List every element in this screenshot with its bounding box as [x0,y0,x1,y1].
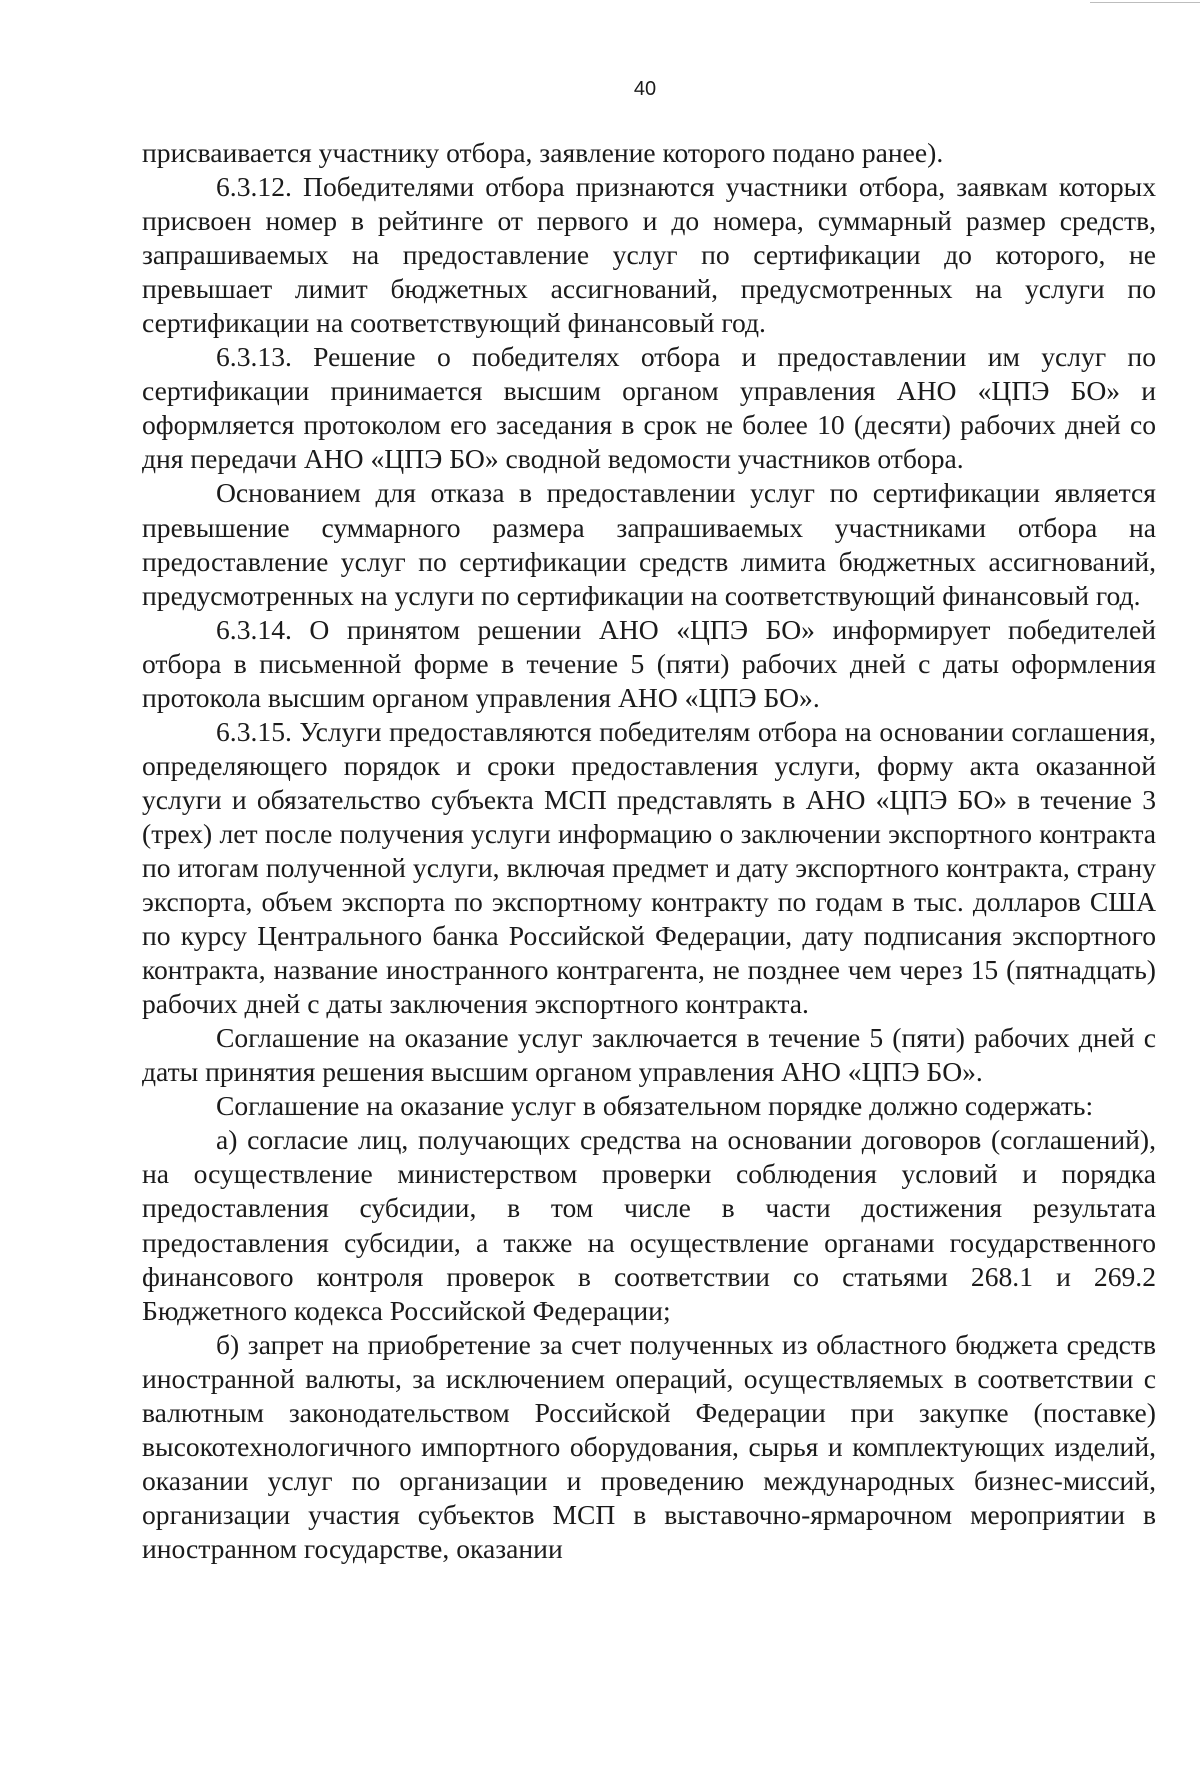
paragraph-6-3-12: 6.3.12. Победителями отбора признаются участники отбора, заявкам которых присвоен номер в рейтинге от первого и до номера, суммарный размер средств, запрашиваемых на предоставление услуг по сертификации до которого, не превышает лимит бюджетных ассигнований, предусмотренных на услуги по сертификации на соответствующий финансовый год. [142,171,1156,339]
paragraph-continuation: присваивается участнику отбора, заявление которого подано ранее). [142,137,944,168]
page-number: 40 [633,78,657,100]
paragraph-agreement-term: Соглашение на оказание услуг заключается в течение 5 (пяти) рабочих дней с даты принятия решения высшим органом управления АНО «ЦПЭ БО». [142,1022,1156,1088]
paragraph-agreement-contents: Соглашение на оказание услуг в обязательном порядке должно содержать: [216,1090,1094,1122]
paragraph-6-3-13: 6.3.13. Решение о победителях отбора и предоставлении им услуг по сертификации принимается высшим органом управления АНО «ЦПЭ БО» и оформляется протоколом его заседания в срок не более 10 (десяти) рабочих дней со дня передачи АНО «ЦПЭ БО» сводной ведомости участников отбора. [142,341,1156,475]
paragraph-refusal-grounds: Основанием для отказа в предоставлении услуг по сертификации является превышение суммарного размера запрашиваемых участниками отбора на предоставление услуг по сертификации средств лимита бюджетных ассигнований, предусмотренных на услуги по сертификации на соответствующий финансовый год. [142,477,1156,611]
top-edge-rule [1090,2,1200,3]
paragraph-item-b: б) запрет на приобретение за счет полученных из областного бюджета средств иностранной валюты, за исключением операций, осуществляемых в соответствии с валютным законодательством Российской Федерации при закупке (поставке) высокотехнологичного импортного оборудования, сырья и комплектующих изделий, оказании услуг по организации и проведению международных бизнес-миссий, организации участия субъектов МСП в выставочно-ярмарочном мероприятии в иностранном государстве, оказании [142,1328,1156,1564]
paragraph-6-3-14: 6.3.14. О принятом решении АНО «ЦПЭ БО» информирует победителей отбора в письменной форме в течение 5 (пяти) рабочих дней с даты оформления протокола высшим органом управления АНО «ЦПЭ БО». [142,613,1156,713]
paragraph-6-3-15: 6.3.15. Услуги предоставляются победителям отбора на основании соглашения, определяющего порядок и сроки предоставления услуги, форму акта оказанной услуги и обязательство субъекта МСП представлять в АНО «ЦПЭ БО» в течение 3 (трех) лет после получения услуги информацию о заключении экспортного контракта по итогам полученной услуги, включая предмет и дату экспортного контракта, страну экспорта, объем экспорта по экспортному контракту по годам в тыс. долларов США по курсу Центрального банка Российской Федерации, дату подписания экспортного контракта, название иностранного контрагента, не позднее чем через 15 (пятнадцать) рабочих дней с даты заключения экспортного контракта. [142,715,1156,1020]
paragraph-item-a: а) согласие лиц, получающих средства на основании договоров (соглашений), на осуществление министерством проверки соблюдения условий и порядка предоставления субсидии, в том числе в части достижения результата предоставления субсидии, а также на осуществление органами государственного финансового контроля проверок в соответствии со статьями 268.1 и 269.2 Бюджетного кодекса Российской Федерации; [142,1124,1156,1326]
document-body [142,136,1156,1566]
